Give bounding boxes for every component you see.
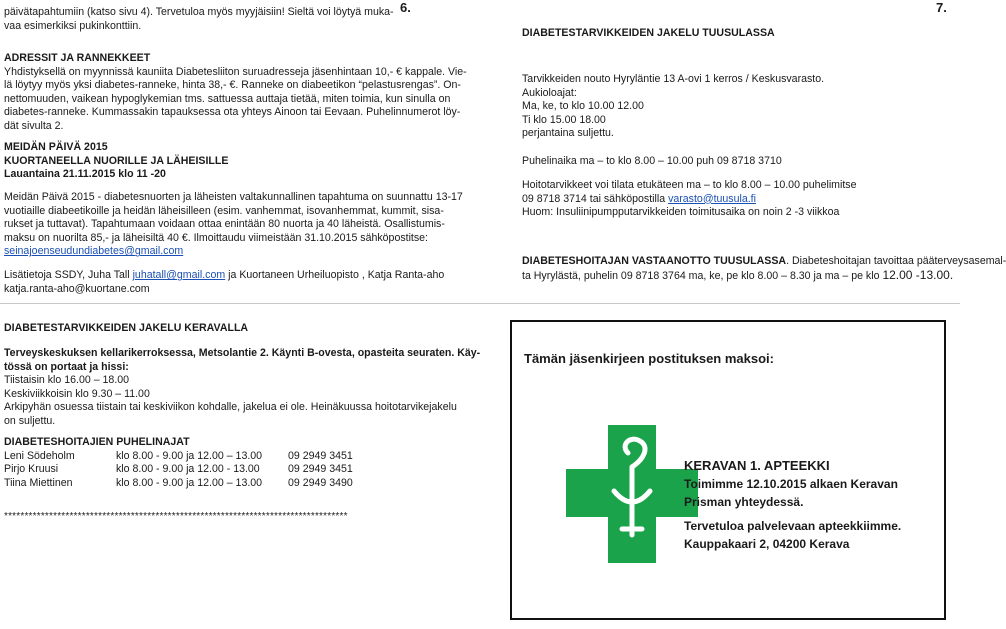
pharmacy-line: Tervetuloa palvelevaan apteekkiimme. [684, 519, 902, 533]
adressit-line: diabetes-ranneke. Kummassakin tapauksessa ota yhteys Ainoon tai Eevaan. Puhelinnumerot löy- [4, 106, 461, 119]
adressit-heading: ADRESSIT JA RANNEKKEET [4, 52, 151, 64]
nurses-heading: DIABETESHOITAJIEN PUHELINAJAT [4, 436, 190, 448]
tuusula-line: Tarvikkeiden nouto Hyryläntie 13 A-ovi 1 kerros / Keskusvarasto. [522, 73, 825, 85]
pharmacy-name: KERAVAN 1. APTEEKKI [684, 458, 830, 473]
event-line: maksu on nuorilta 85,- ja läheisiltä 40 €. Ilmoittaudu viimeistään 31.10.2015 sähköpostitse: [4, 231, 428, 244]
nurse-phone: 09 2949 3490 [288, 476, 353, 489]
pharmacy-line: Toimimme 12.10.2015 alkaen Keravan [684, 477, 898, 491]
page-divider [0, 303, 960, 304]
tuusula-line: Aukioloajat: [522, 86, 577, 99]
katja-email: katja.ranta-aho@kuortane.com [4, 282, 150, 295]
sponsor-box [510, 320, 946, 620]
puhelinaika: Puhelinaika ma – to klo 8.00 – 10.00 puh 09 8718 3710 [522, 155, 782, 167]
info-prefix: Lisätietoja SSDY, Juha Tall [4, 269, 133, 281]
tuusula-heading: DIABETESTARVIKKEIDEN JAKELU TUUSULASSA [522, 27, 775, 39]
hoitaja-time: 12.00 -13.00. [882, 267, 954, 282]
nurse-phone: 09 2949 3451 [288, 463, 353, 476]
nurse-row [4, 463, 424, 477]
nurse-hours: klo 8.00 - 9.00 ja 12.00 – 13.00 [116, 476, 263, 489]
varasto-email-link[interactable]: varasto@tuusula.fi [668, 192, 756, 205]
event-date: Lauantaina 21.11.2015 klo 11 -20 [4, 168, 166, 181]
adressit-line: nettomuuden, vaikean hypoglykemian tms. sattuessa auttaja tietää, miten toimia, kun sinulla on [4, 92, 451, 105]
intro-line: vaa esimerkiksi pukinkonttiin. [4, 19, 142, 32]
sponsor-title: Tämän jäsenkirjeen postituksen maksoi: [524, 351, 774, 366]
kerava-heading: DIABETESTARVIKKEIDEN JAKELU KERAVALLA [4, 322, 249, 334]
pharmacy-cross-icon [562, 417, 702, 567]
hoitaja-text: . Diabeteshoitajan tavoittaa pääterveysasemal- [786, 255, 1006, 267]
event-title: MEIDÄN PÄIVÄ 2015 [4, 141, 108, 153]
kerava-line: Keskiviikkoisin klo 9.30 – 11.00 [4, 387, 150, 400]
page-number-right: 7. [936, 0, 947, 15]
kerava-body [4, 347, 481, 429]
nurse-phone: 09 2949 3451 [288, 449, 353, 462]
tuusula-line: Ma, ke, to klo 10.00 12.00 [522, 100, 644, 113]
event-line: vuotiaille diabeetikoille ja heidän läheisilleen (esim. vanhemmat, isovanhemmat, kummit, sisa- [4, 204, 444, 217]
adressit-line: lä löytyy myös yksi diabetes-ranneke, hinta 38,- €. Ranneke on diabeetikon “pelastusrengas”. On- [4, 79, 461, 92]
star-separator: ************************************************************************************ [4, 511, 348, 522]
adressit-line: Yhdistyksellä on myynnissä kauniita Diabetesliiton suruadresseja jäsenhintaan 10,- € kappale. Vie- [4, 65, 467, 78]
hoitotarvikkeet [522, 179, 952, 220]
hoitaja-line2: ta Hyrylästä, puhelin 09 8718 3764 ma, ke, pe klo 8.00 – 8.30 ja ma – pe klo [522, 269, 880, 282]
hoito-line: Hoitotarvikkeet voi tilata etukäteen ma – to klo 8.00 – 10.00 puhelimitse [522, 179, 857, 191]
pharmacy-info [684, 457, 944, 553]
nurse-name: Pirjo Kruusi [4, 463, 59, 476]
adressit-line: dät sivulta 2. [4, 119, 64, 132]
info-suffix: ja Kuortaneen Urheiluopisto , Katja Ranta-aho [225, 269, 445, 281]
kerava-location-2: tössä on portaat ja hissi: [4, 360, 129, 373]
juha-email-link[interactable]: juhatall@gmail.com [132, 269, 226, 281]
hoitaja-section [522, 255, 1006, 283]
nurse-name: Tiina Miettinen [4, 476, 73, 489]
tuusula-hours [522, 73, 952, 141]
registration-email-link[interactable]: seinajoenseudundiabetes@gmail.com [4, 245, 184, 258]
nurse-name: Leni Södeholm [4, 449, 75, 462]
huom-line: Huom: Insuliinipumpputarvikkeiden toimitusaika on noin 2 -3 viikkoa [522, 206, 840, 219]
nurse-row [4, 477, 424, 491]
event-line: Meidän Päivä 2015 - diabetesnuorten ja läheisten valtakunnallinen tapahtuma on suunnattu 13-17 [4, 191, 463, 203]
tuusula-line: perjantaina suljettu. [522, 127, 614, 140]
nurses-section [4, 436, 424, 490]
nurse-row [4, 450, 424, 464]
pharmacy-address: Kauppakaari 2, 04200 Kerava [684, 537, 850, 551]
kerava-line: Arkipyhän osuessa tiistain tai keskiviikon kohdalle, jakelua ei ole. Heinäkuussa hoitotarvikejakelu [4, 401, 457, 414]
kerava-location: Terveyskeskuksen kellarikerroksessa, Metsolantie 2. Käynti B-ovesta, opasteita seuraten. Käy- [4, 347, 481, 359]
tuusula-line: Ti klo 15.00 18.00 [522, 113, 606, 126]
event-subtitle: KUORTANEELLA NUORILLE JA LÄHEISILLE [4, 154, 229, 167]
kerava-line: on suljettu. [4, 414, 56, 427]
event-section [4, 141, 424, 182]
event-info [4, 269, 445, 296]
nurse-hours: klo 8.00 - 9.00 ja 12.00 - 13.00 [116, 463, 260, 476]
hoitaja-heading: DIABETESHOITAJAN VASTAANOTTO TUUSULASSA [522, 255, 787, 267]
adressit-section [4, 52, 467, 134]
event-body [4, 191, 463, 259]
nurse-hours: klo 8.00 - 9.00 ja 12.00 – 13.00 [116, 449, 263, 462]
intro-line: päivätapahtumiin (katso sivu 4). Tervetuloa myös myyjäisiin! Sieltä voi löytyä muka- [4, 6, 394, 18]
pharmacy-line: Prisman yhteydessä. [684, 495, 804, 509]
page-number-left: 6. [400, 0, 411, 15]
intro-text [4, 6, 424, 33]
hoito-line-prefix: 09 8718 3714 tai sähköpostilla [522, 192, 669, 205]
kerava-line: Tiistaisin klo 16.00 – 18.00 [4, 374, 130, 387]
event-line: rukset ja tuttavat). Tapahtumaan voidaan ottaa enintään 80 nuorta ja 40 läheistä. Osallistumis- [4, 218, 445, 231]
